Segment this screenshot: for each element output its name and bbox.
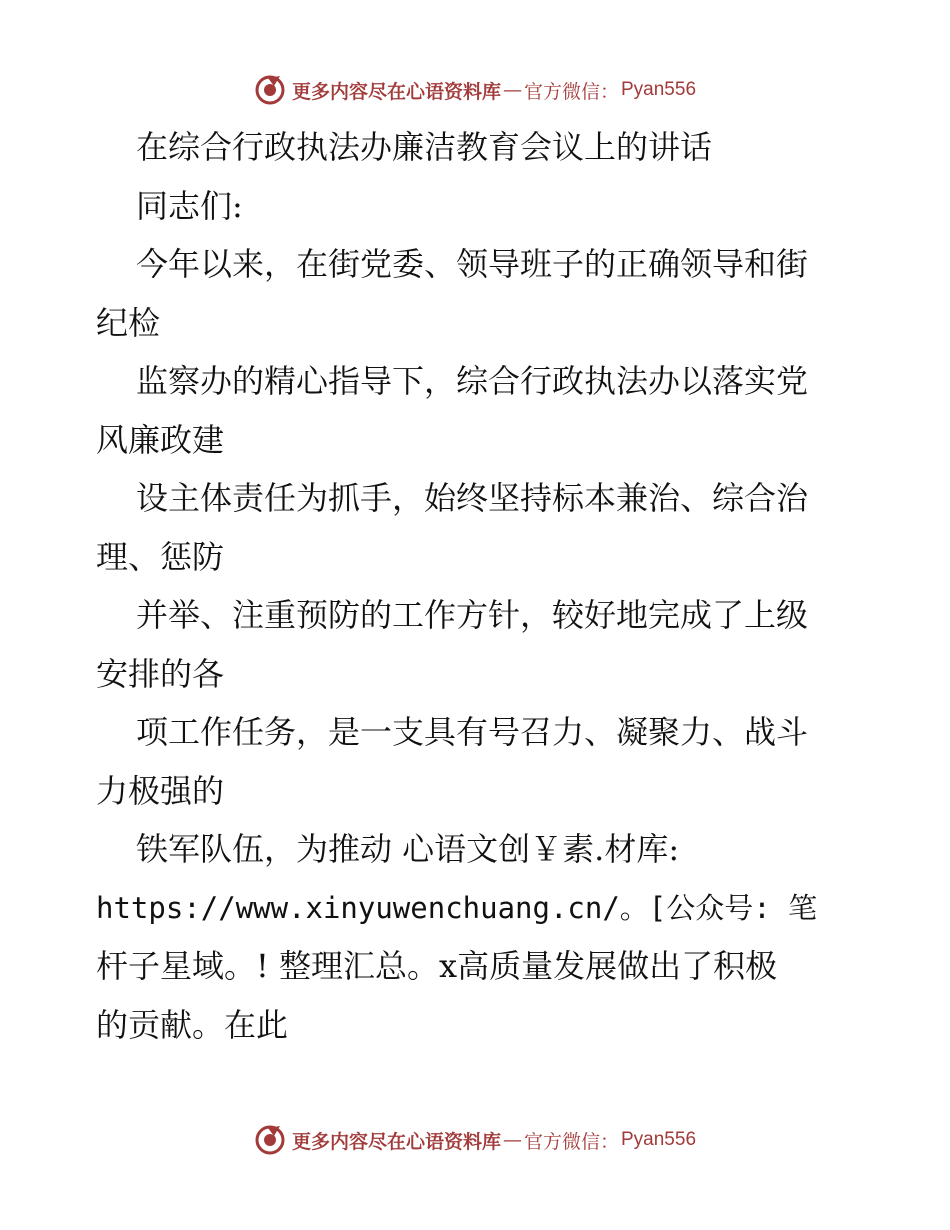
text-line: 力极强的 [96, 771, 225, 810]
text-line: 项工作任务，是一支具有号召力、凝聚力、战斗 [136, 713, 809, 751]
banner-wechat-label: 官方微信： [523, 1130, 619, 1153]
text-line: 风廉政建 [96, 420, 225, 459]
document-salutation: 同志们: [136, 186, 243, 225]
banner-wechat-id: Pyan556 [621, 79, 697, 100]
banner-dash: — [502, 79, 522, 101]
header-banner [0, 70, 950, 110]
text-line: 设主体责任为抓手，始终坚持标本兼治、综合治 [136, 479, 809, 517]
text-line: 纪检 [96, 303, 161, 342]
text-line: 并举、注重预防的工作方针，较好地完成了上级 [136, 596, 809, 634]
brand-logo-icon [254, 74, 286, 106]
banner-dash: — [502, 1129, 522, 1151]
text-line: 杆子星域。! 整理汇总。x高质量发展做出了积极 [96, 947, 778, 985]
text-line-url: https://www.xinyuwenchuang.cn/。[公众号: 笔 [96, 890, 818, 925]
text-line: 的贡献。在此 [96, 1005, 289, 1044]
document-title: 在综合行政执法办廉洁教育会议上的讲话 [136, 128, 713, 166]
text-line: 铁军队伍，为推动 心语文创￥素.材库: [136, 830, 680, 868]
text-line: 今年以来，在街党委、领导班子的正确领导和街 [136, 245, 809, 283]
banner-brand-text: 更多内容尽在心语资料库 [291, 1130, 501, 1153]
text-line: 安排的各 [96, 654, 225, 693]
text-line: 理、惩防 [96, 537, 225, 576]
footer-banner [0, 1120, 950, 1160]
banner-wechat-id: Pyan556 [621, 1129, 697, 1150]
text-line: 监察办的精心指导下，综合行政执法办以落实党 [136, 362, 809, 400]
banner-wechat-label: 官方微信： [523, 80, 619, 103]
document-body [96, 118, 856, 1054]
brand-logo-icon [254, 1124, 286, 1156]
banner-brand-text: 更多内容尽在心语资料库 [291, 80, 501, 103]
